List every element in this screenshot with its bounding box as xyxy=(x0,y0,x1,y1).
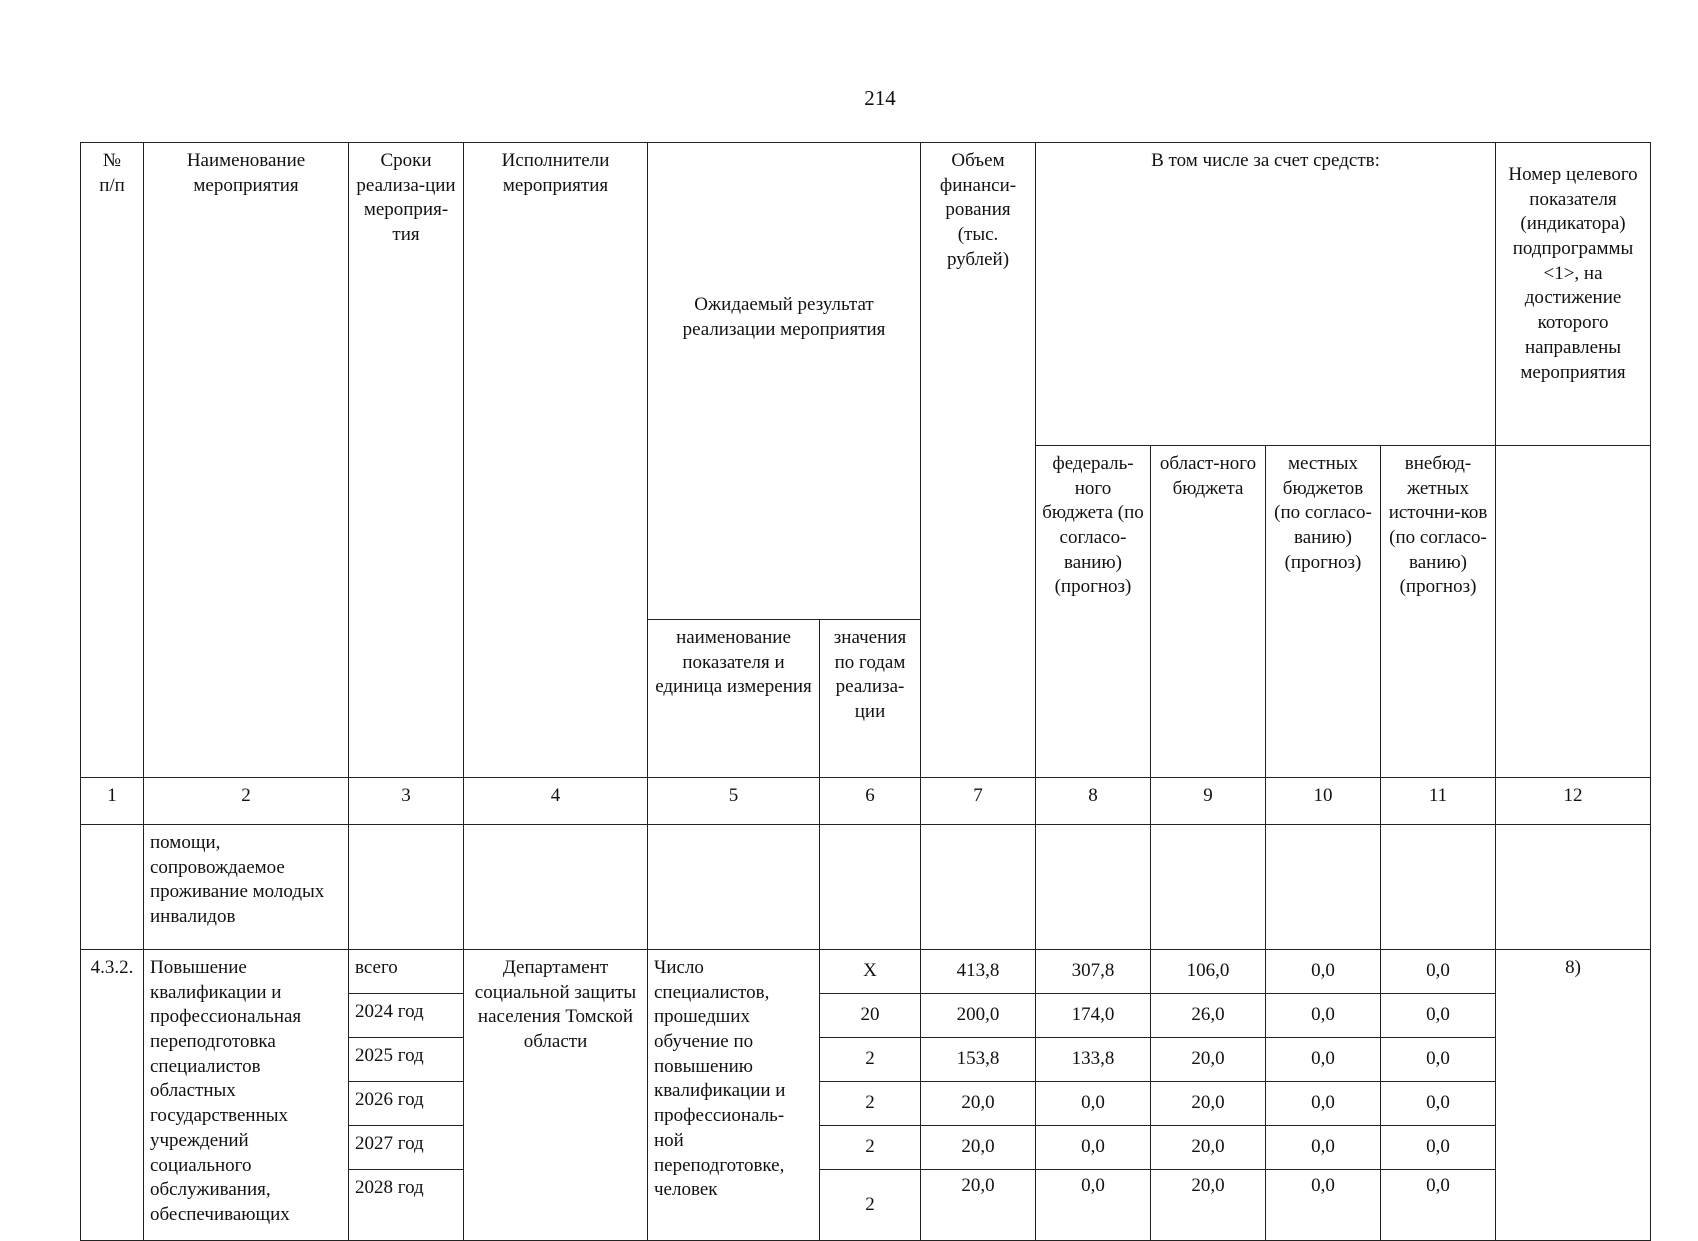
header-col-extra: внебюд-жетных источни-ков (по согласо-ванию) (прогноз) xyxy=(1381,446,1496,778)
column-number: 3 xyxy=(349,778,464,825)
header-col-target-empty xyxy=(1496,446,1651,778)
header-row-top xyxy=(81,143,1651,446)
item-total: 20,0 xyxy=(921,1126,1036,1170)
item-federal: 174,0 xyxy=(1036,994,1151,1038)
header-col-executor: Исполнители мероприятия xyxy=(464,143,648,778)
item-value: Х xyxy=(820,950,921,994)
header-col-target: Номер целевого показателя (индикатора) подпрограммы <1>, на достижение которого направлены мероприятия xyxy=(1496,143,1651,446)
header-col-number: № п/п xyxy=(81,143,144,778)
item-value: 2 xyxy=(820,1126,921,1170)
item-target: 8) xyxy=(1496,950,1651,1241)
item-total: 200,0 xyxy=(921,994,1036,1038)
item-local: 0,0 xyxy=(1266,1082,1381,1126)
item-local: 0,0 xyxy=(1266,1170,1381,1241)
item-regional: 20,0 xyxy=(1151,1038,1266,1082)
column-number: 9 xyxy=(1151,778,1266,825)
header-col-indicator: наименование показателя и единица измерения xyxy=(648,620,820,778)
item-federal: 307,8 xyxy=(1036,950,1151,994)
item-regional: 106,0 xyxy=(1151,950,1266,994)
item-value: 2 xyxy=(820,1170,921,1241)
item-name: Повышение квалификации и профессиональная переподготовка специалистов областных государственных учреждений социального обслуживания, обеспечивающих xyxy=(144,950,349,1241)
header-sources-group: В том числе за счет средств: xyxy=(1036,143,1496,446)
column-number: 5 xyxy=(648,778,820,825)
item-period: 2027 год xyxy=(349,1126,464,1170)
item-period: 2024 год xyxy=(349,994,464,1038)
item-number: 4.3.2. xyxy=(81,950,144,1241)
item-value: 20 xyxy=(820,994,921,1038)
table-row xyxy=(81,950,1651,994)
item-total: 413,8 xyxy=(921,950,1036,994)
column-number: 12 xyxy=(1496,778,1651,825)
page-number: 214 xyxy=(864,86,896,110)
item-executor: Департамент социальной защиты населения Томской области xyxy=(464,950,648,1241)
item-extra: 0,0 xyxy=(1381,1082,1496,1126)
item-federal: 0,0 xyxy=(1036,1082,1151,1126)
item-total: 20,0 xyxy=(921,1082,1036,1126)
continuation-number xyxy=(81,825,144,950)
item-federal: 0,0 xyxy=(1036,1170,1151,1241)
item-value: 2 xyxy=(820,1038,921,1082)
item-indicator: Число специалистов, прошедших обучение по повышению квалификации и профессиональ-ной переподготовке, человек xyxy=(648,950,820,1241)
item-period: 2025 год xyxy=(349,1038,464,1082)
column-number: 1 xyxy=(81,778,144,825)
header-col-local: местных бюджетов (по согласо-ванию) (прогноз) xyxy=(1266,446,1381,778)
header-col-funding: Объем финанси-рования (тыс. рублей) xyxy=(921,143,1036,778)
header-col-name: Наименование мероприятия xyxy=(144,143,349,778)
item-regional: 26,0 xyxy=(1151,994,1266,1038)
item-local: 0,0 xyxy=(1266,1126,1381,1170)
header-col-regional: област-ного бюджета xyxy=(1151,446,1266,778)
item-value: 2 xyxy=(820,1082,921,1126)
column-number: 4 xyxy=(464,778,648,825)
column-number: 10 xyxy=(1266,778,1381,825)
item-total: 153,8 xyxy=(921,1038,1036,1082)
item-regional: 20,0 xyxy=(1151,1170,1266,1241)
column-number: 2 xyxy=(144,778,349,825)
item-local: 0,0 xyxy=(1266,950,1381,994)
header-expected-result: Ожидаемый результат реализации мероприятия xyxy=(648,143,921,620)
item-extra: 0,0 xyxy=(1381,1126,1496,1170)
item-local: 0,0 xyxy=(1266,994,1381,1038)
item-extra: 0,0 xyxy=(1381,994,1496,1038)
continuation-name: помощи, сопровождаемое проживание молодых инвалидов xyxy=(144,825,349,950)
header-col-period: Сроки реализа-ции мероприя-тия xyxy=(349,143,464,778)
item-total: 20,0 xyxy=(921,1170,1036,1241)
column-number: 8 xyxy=(1036,778,1151,825)
program-activities-table xyxy=(80,142,1651,1241)
item-federal: 133,8 xyxy=(1036,1038,1151,1082)
item-regional: 20,0 xyxy=(1151,1082,1266,1126)
item-extra: 0,0 xyxy=(1381,950,1496,994)
header-col-values: значения по годам реализа-ции xyxy=(820,620,921,778)
item-period: всего xyxy=(349,950,464,994)
column-number: 6 xyxy=(820,778,921,825)
column-number: 11 xyxy=(1381,778,1496,825)
column-number: 7 xyxy=(921,778,1036,825)
item-period: 2026 год xyxy=(349,1082,464,1126)
item-period: 2028 год xyxy=(349,1170,464,1241)
continuation-row xyxy=(81,825,1651,950)
item-regional: 20,0 xyxy=(1151,1126,1266,1170)
column-numbers-row xyxy=(81,778,1651,825)
item-extra: 0,0 xyxy=(1381,1038,1496,1082)
item-extra: 0,0 xyxy=(1381,1170,1496,1241)
header-col-federal: федераль-ного бюджета (по согласо-ванию) (прогноз) xyxy=(1036,446,1151,778)
item-federal: 0,0 xyxy=(1036,1126,1151,1170)
item-local: 0,0 xyxy=(1266,1038,1381,1082)
